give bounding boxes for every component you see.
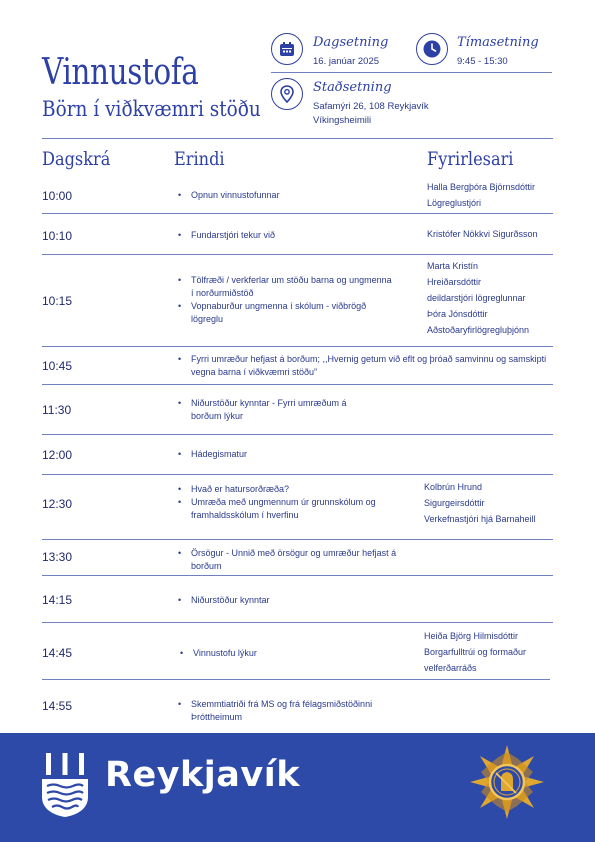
schedule-row [42,435,553,475]
place-label: Staðsetning [313,80,392,95]
row-time: 14:15 [42,593,73,607]
schedule-row [42,255,553,347]
topic-item: • Hvað er hatursorðræða? [178,483,393,496]
row-topics [178,594,378,607]
topic-item: • Niðurstöður kynntar [178,594,378,607]
row-speaker [424,479,536,527]
row-topics [178,448,378,461]
topic-item: • Umræða með ungmennum úr grunnskólum og framhaldsskólum í hverfinu [178,496,393,522]
page-title: Vinnustofa [42,52,199,93]
row-topics [178,353,553,379]
reykjavik-coat-of-arms-icon [42,753,88,822]
column-header-speaker: Fyrirlesari [427,148,514,170]
row-topics [178,698,423,724]
speaker-name: Halla Bergþóra Björnsdóttir [427,182,536,192]
schedule-row [42,176,553,214]
location-pin-icon [271,78,303,110]
topic-item: • Skemmtiatriði frá MS og frá félagsmiðstöðinni Þróttheimum [178,698,423,724]
row-topics [178,229,398,242]
footer-banner [0,733,595,842]
topic-item: • Opnun vinnustofunnar [178,189,398,202]
column-header-schedule: Dagskrá [42,148,111,170]
date-value: 16. janúar 2025 [313,56,380,67]
speaker-role: Aðstoðaryfirlögregluþjónn [427,325,530,335]
row-topics [178,397,378,423]
row-topics [178,189,398,202]
topic-item: • Örsögur - Unnið með örsögur og umræður hefjast á borðum [178,547,428,573]
row-speaker [427,258,529,338]
row-time: 12:30 [42,497,73,511]
speaker-name: Heiða Björg Hilmisdóttir [424,631,519,641]
topic-item: • Niðurstöður kynntar - Fyrri umræðum á borðum lýkur [178,397,378,423]
schedule-row [42,576,553,623]
row-time: 10:15 [42,294,73,308]
speaker-role: deildarstjóri lögreglunnar [427,293,526,303]
time-label: Tímasetning [457,35,539,50]
speaker-name: Þóra Jónsdóttir [427,309,488,319]
schedule-row [42,214,553,255]
place-venue: Víkingsheimili [313,115,372,126]
speaker-name: Sigurgeirsdóttir [424,498,485,508]
speaker-name: Kristófer Nökkvi Sigurðsson [427,229,538,239]
speaker-role: Verkefnastjóri hjá Barnaheill [424,514,536,524]
header-divider [42,138,553,139]
row-time: 14:45 [42,646,73,660]
info-divider [271,72,552,73]
row-time: 13:30 [42,550,73,564]
topic-item: • Tölfræði / verkferlar um stöðu barna og ungmenna í norðurmiðstöð [178,274,393,300]
row-topics [180,647,380,660]
speaker-role: Borgarfulltrúi og formaður [424,647,527,657]
time-value: 9:45 - 15:30 [457,56,508,67]
row-speaker [427,226,538,242]
row-topics [178,483,393,522]
column-header-topic: Erindi [174,148,225,170]
schedule-row [42,540,553,576]
page-subtitle: Börn í viðkvæmri stöðu [42,97,261,121]
schedule-row [42,385,553,435]
row-speaker [424,628,526,676]
topic-item: • Hádegismatur [178,448,378,461]
row-time: 10:45 [42,359,73,373]
speaker-role: velferðarráðs [424,663,477,673]
place-address: Safamýri 26, 108 Reykjavík [313,101,429,112]
row-topics [178,274,393,326]
schedule-row [42,347,553,385]
calendar-icon [271,33,303,65]
topic-item: • Fundarstjóri tekur við [178,229,398,242]
schedule-row [42,680,553,732]
speaker-name: Kolbrún Hrund [424,482,483,492]
speaker-name: Hreiðarsdóttir [427,277,482,287]
row-time: 12:00 [42,448,73,462]
topic-item: • Vinnustofu lýkur [180,647,380,660]
schedule-row [42,475,553,540]
row-time: 10:00 [42,189,73,203]
row-time: 14:55 [42,699,73,713]
speaker-role: Lögreglustjóri [427,198,482,208]
schedule-row [42,623,550,680]
row-time: 10:10 [42,229,73,243]
topic-item: • Vopnaburður ungmenna í skólum - viðbrögð lögreglu [178,300,393,326]
row-topics [178,547,428,573]
police-badge-icon [468,743,546,826]
row-speaker [427,179,535,211]
speaker-name: Marta Kristín [427,261,479,271]
reykjavik-wordmark: Reykjavík [105,755,300,795]
date-label: Dagsetning [313,35,389,50]
clock-icon [416,33,448,65]
row-time: 11:30 [42,403,72,417]
topic-item: • Fyrri umræður hefjast á borðum; ,,Hvernig getum við eflt og þróað samvinnu og samskipti vegna barna í viðkvæmri stöðu” [178,353,553,379]
